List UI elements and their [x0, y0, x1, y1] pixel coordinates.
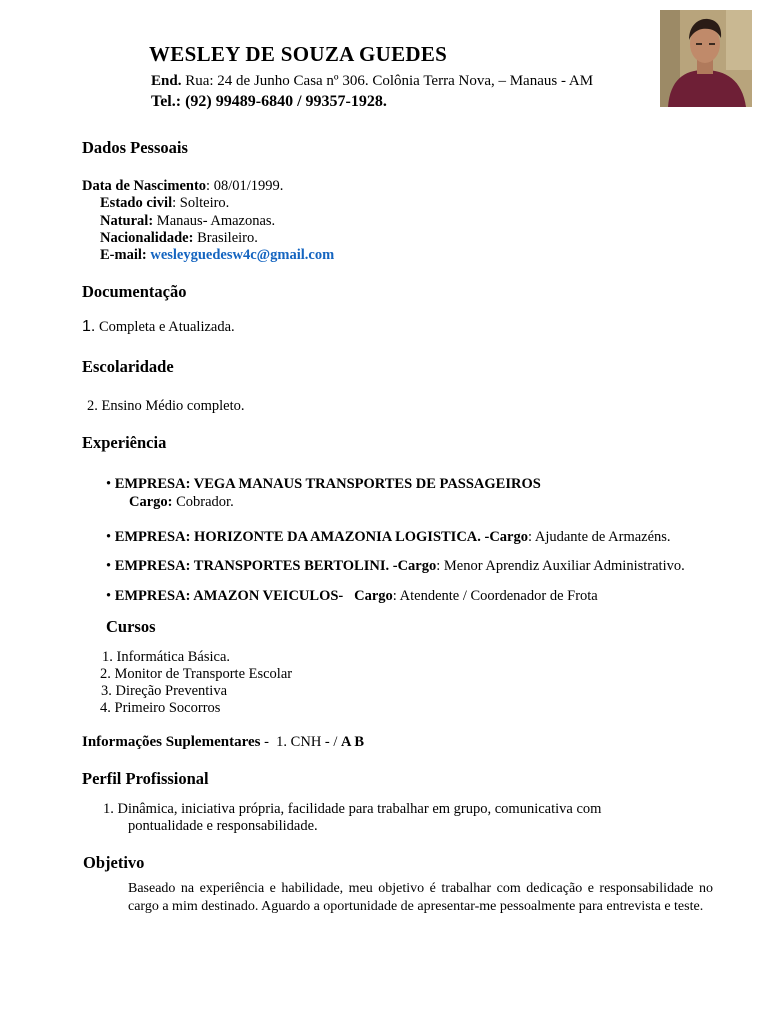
experience-item [106, 476, 541, 493]
profile-photo [660, 10, 752, 107]
experience-company: EMPRESA: TRANSPORTES BERTOLINI. -Cargo [114, 558, 437, 574]
birth-date-label: Data de Nascimento [82, 178, 207, 194]
experience-heading: Experiência [82, 433, 167, 452]
nationality-label: Nacionalidade: [100, 230, 194, 246]
bullet-icon: • [106, 588, 112, 604]
bullet-icon: • [106, 476, 112, 492]
email-link[interactable]: wesleyguedesw4c@gmail.com [150, 247, 335, 263]
course-item: 1. Informática Básica. [102, 649, 231, 665]
objective-heading: Objetivo [83, 853, 145, 872]
civil-status-label: Estado civil [100, 195, 173, 211]
profile-heading: Perfil Profissional [82, 769, 209, 788]
education-heading: Escolaridade [82, 357, 174, 376]
civil-status-line [100, 195, 229, 212]
documentation-number: 1. [82, 318, 96, 335]
role-value: : Atendente / Coordenador de Frota [392, 588, 598, 604]
supplementary-line [82, 734, 364, 751]
nationality-value: Brasileiro. [193, 230, 258, 246]
course-item: 3. Direção Preventiva [101, 683, 228, 699]
course-item: 4. Primeiro Socorros [100, 700, 221, 716]
experience-item [106, 588, 598, 605]
supplementary-heading: Informações Suplementares [82, 734, 261, 750]
phone-line: Tel.: (92) 99489-6840 / 99357-1928. [151, 93, 387, 110]
bullet-icon: • [106, 529, 112, 545]
license-categories: A B [341, 734, 364, 750]
documentation-heading: Documentação [82, 282, 187, 301]
course-item: 2. Monitor de Transporte Escolar [100, 666, 293, 682]
birthplace-value: Manaus- Amazonas. [153, 213, 276, 229]
address-value: Rua: 24 de Junho Casa nº 306. Colônia Terra Nova, – Manaus - AM [181, 73, 594, 89]
email-label: E-mail: [100, 247, 147, 263]
experience-item [106, 529, 671, 546]
bullet-icon: • [106, 558, 112, 574]
profile-line: pontualidade e responsabilidade. [128, 818, 318, 834]
email-line [100, 247, 334, 264]
candidate-name: WESLEY DE SOUZA GUEDES [149, 42, 448, 66]
personal-data-heading: Dados Pessoais [82, 138, 188, 157]
role-label: Cargo: [129, 494, 173, 510]
profile-line: 1. Dinâmica, iniciativa própria, facilidade para trabalhar em grupo, comunicativa com [103, 801, 602, 817]
experience-company: EMPRESA: HORIZONTE DA AMAZONIA LOGISTICA. -Cargo [114, 529, 528, 545]
documentation-text: Completa e Atualizada. [95, 319, 235, 335]
birthplace-label: Natural: [100, 213, 154, 229]
role-value: : Ajudante de Armazéns. [528, 529, 671, 545]
experience-company: EMPRESA: AMAZON VEICULOS- Cargo [114, 588, 393, 604]
education-item: 2. Ensino Médio completo. [87, 398, 245, 414]
courses-heading: Cursos [106, 617, 156, 636]
experience-item [106, 558, 685, 575]
supplementary-text: - 1. CNH - / [260, 734, 342, 750]
objective-text: Baseado na experiência e habilidade, meu objetivo é trabalhar com dedicação e responsabilidade no cargo a mim destinado. Aguardo a oportunidade de apresentar-me pessoalmente para entrevista e teste. [128, 881, 713, 914]
birth-date-line [82, 178, 283, 195]
experience-role [129, 494, 234, 511]
civil-status-value: : Solteiro. [172, 195, 230, 211]
address-label: End. [151, 73, 182, 89]
address-line [151, 73, 593, 90]
birthplace-line [100, 213, 275, 230]
experience-company: EMPRESA: VEGA MANAUS TRANSPORTES DE PASSAGEIROS [114, 476, 541, 492]
role-value: : Menor Aprendiz Auxiliar Administrativo. [436, 558, 685, 574]
documentation-item [82, 318, 235, 336]
birth-date-value: : 08/01/1999. [206, 178, 284, 194]
role-value: Cobrador. [172, 494, 234, 510]
nationality-line [100, 230, 258, 247]
